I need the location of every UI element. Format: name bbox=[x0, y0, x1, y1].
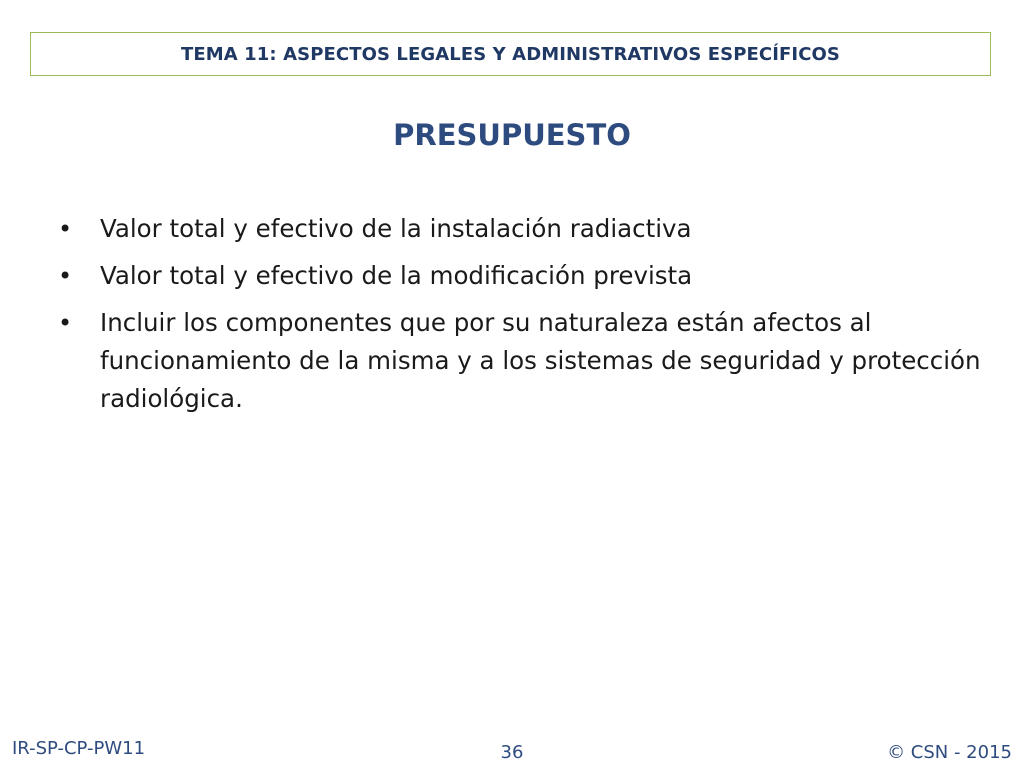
header-title: TEMA 11: ASPECTOS LEGALES Y ADMINISTRATIVOS ESPECÍFICOS bbox=[181, 43, 840, 65]
bullet-text: Valor total y efectivo de la instalación radiactiva bbox=[100, 214, 692, 243]
bullet-text: Incluir los componentes que por su naturaleza están afectos al funcionamiento de la misma y a los sistemas de seguridad y protección radiológica. bbox=[100, 308, 981, 413]
list-item bbox=[58, 257, 988, 295]
bullet-list bbox=[58, 210, 988, 427]
list-item bbox=[58, 210, 988, 248]
page-number: 36 bbox=[500, 742, 524, 763]
footer-code: IR-SP-CP-PW11 bbox=[12, 738, 146, 759]
bullet-text: Valor total y efectivo de la modificación prevista bbox=[100, 261, 693, 290]
bullet-icon: • bbox=[58, 215, 73, 243]
list-item bbox=[58, 304, 988, 418]
footer-copyright: © CSN - 2015 bbox=[887, 742, 1012, 763]
slide-title: PRESUPUESTO bbox=[393, 118, 631, 152]
bullet-icon: • bbox=[58, 309, 73, 337]
bullet-icon: • bbox=[58, 262, 73, 290]
header-box bbox=[30, 32, 991, 76]
